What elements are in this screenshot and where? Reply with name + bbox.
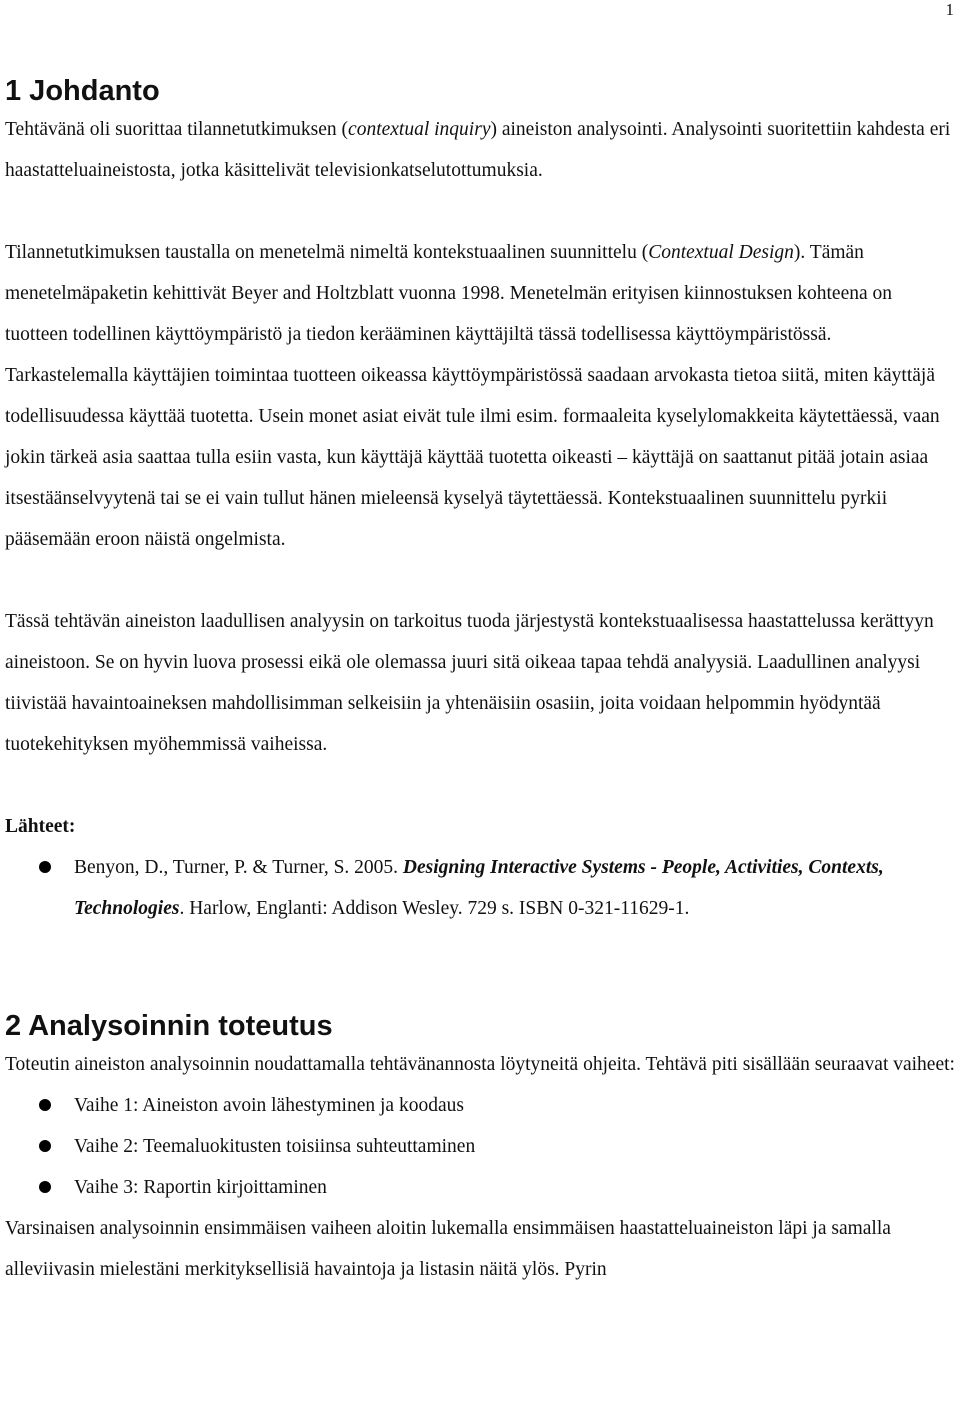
paragraph-cd-text-a: Tilannetutkimuksen taustalla on menetelmä nimeltä kontekstuaalinen suunnittelu ( — [5, 241, 649, 263]
step-item — [5, 1085, 955, 1126]
paragraph-intro-text-a: Tehtävänä oli suorittaa tilannetutkimuksen ( — [5, 118, 349, 140]
reference-title: Designing Interactive Systems - People, Activities, Contexts, Technologies — [74, 856, 884, 919]
step-label: Vaihe 1: Aineiston avoin lähestyminen ja koodaus — [74, 1094, 464, 1116]
paragraph-gap — [5, 560, 955, 601]
paragraph-intro — [5, 109, 955, 191]
paragraph-cd-text-b: ). Tämän menetelmäpaketin kehittivät Beyer and Holtzblatt vuonna 1998. Menetelmän erityisen kiinnostuksen kohteena on tuotteen todellinen käyttöympäristö ja tiedon kerääminen käyttäjiltä tässä todellisessa käyttöympäristössä. Tarkastelemalla käyttäjien toimintaa tuotteen oikeassa käyttöympäristössä saadaan arvokasta tietoa siitä, miten käyttäjä todellisuudessa käyttää tuotetta. Usein monet asiat eivät tule ilmi esim. formaaleita kyselylomakkeita käytettäessä, vaan jokin tärkeä asia saattaa tulla esiin vasta, kun käyttäjä käyttää tuotetta oikeasti – käyttäjä on saattanut pitää jotain asiaa itsestäänselvyytenä tai se ei vain tullut hänen mieleensä kyselyä täytettäessä. Kontekstuaalinen suunnittelu pyrkii pääsemään eroon näistä ongelmista. — [5, 241, 940, 550]
term-contextual-design: Contextual Design — [648, 241, 794, 263]
bullet-icon — [39, 861, 51, 873]
bullet-icon — [39, 1099, 51, 1111]
paragraph-intro-text-b: ) aineiston analysointi. Analysointi suoritettiin kahdesta eri haastatteluaineistosta, jotka käsittelivät televisionkatselutottumuksia. — [5, 118, 951, 181]
section-heading-analysoinnin-toteutus: 2 Analysoinnin toteutus — [5, 1009, 333, 1042]
step-item — [5, 1167, 955, 1208]
document-body — [5, 74, 955, 1290]
step-label: Vaihe 3: Raportin kirjoittaminen — [74, 1176, 327, 1198]
reference-item — [5, 847, 955, 929]
paragraph-steps-intro: Toteutin aineiston analysoinnin noudattamalla tehtävänannosta löytyneitä ohjeita. Tehtävä piti sisällään seuraavat vaiheet: — [5, 1053, 955, 1075]
bullet-icon — [39, 1140, 51, 1152]
paragraph-gap — [5, 191, 955, 232]
paragraph-contextual-design — [5, 232, 955, 560]
reference-publisher: . Harlow, Englanti: Addison Wesley. 729 s. ISBN 0-321-11629-1. — [179, 897, 690, 919]
references-list — [5, 847, 955, 929]
reference-authors: Benyon, D., Turner, P. & Turner, S. 2005. — [74, 856, 403, 878]
paragraph-analysis-purpose: Tässä tehtävän aineiston laadullisen analyysin on tarkoitus tuoda järjestystä kontekstuaalisessa haastattelussa kerättyyn aineistoon. Se on hyvin luova prosessi eikä ole olemassa juuri sitä oikeaa tapaa tehdä analyysiä. Laadullinen analyysi tiivistää havaintoaineksen mahdollisimman selkeisiin ja yhtenäisiin osasiin, joita voidaan helpommin hyödyntää tuotekehityksen myöhemmissä vaiheissa. — [5, 610, 934, 755]
steps-list — [5, 1085, 955, 1208]
section-gap — [5, 929, 955, 1009]
bullet-icon — [39, 1181, 51, 1193]
paragraph-gap — [5, 765, 955, 806]
step-label: Vaihe 2: Teemaluokitusten toisiinsa suhteuttaminen — [74, 1135, 476, 1157]
paragraph-analysis-start: Varsinaisen analysoinnin ensimmäisen vaiheen aloitin lukemalla ensimmäisen haastatteluaineiston läpi ja samalla alleviivasin mielestäni merkityksellisiä havaintoja ja listasin näitä ylös. Pyrin — [5, 1217, 891, 1280]
section-heading-johdanto: 1 Johdanto — [5, 75, 160, 107]
step-item — [5, 1126, 955, 1167]
references-heading: Lähteet: — [5, 815, 76, 837]
page-number: 1 — [945, 0, 954, 19]
term-contextual-inquiry: contextual inquiry — [348, 118, 491, 140]
